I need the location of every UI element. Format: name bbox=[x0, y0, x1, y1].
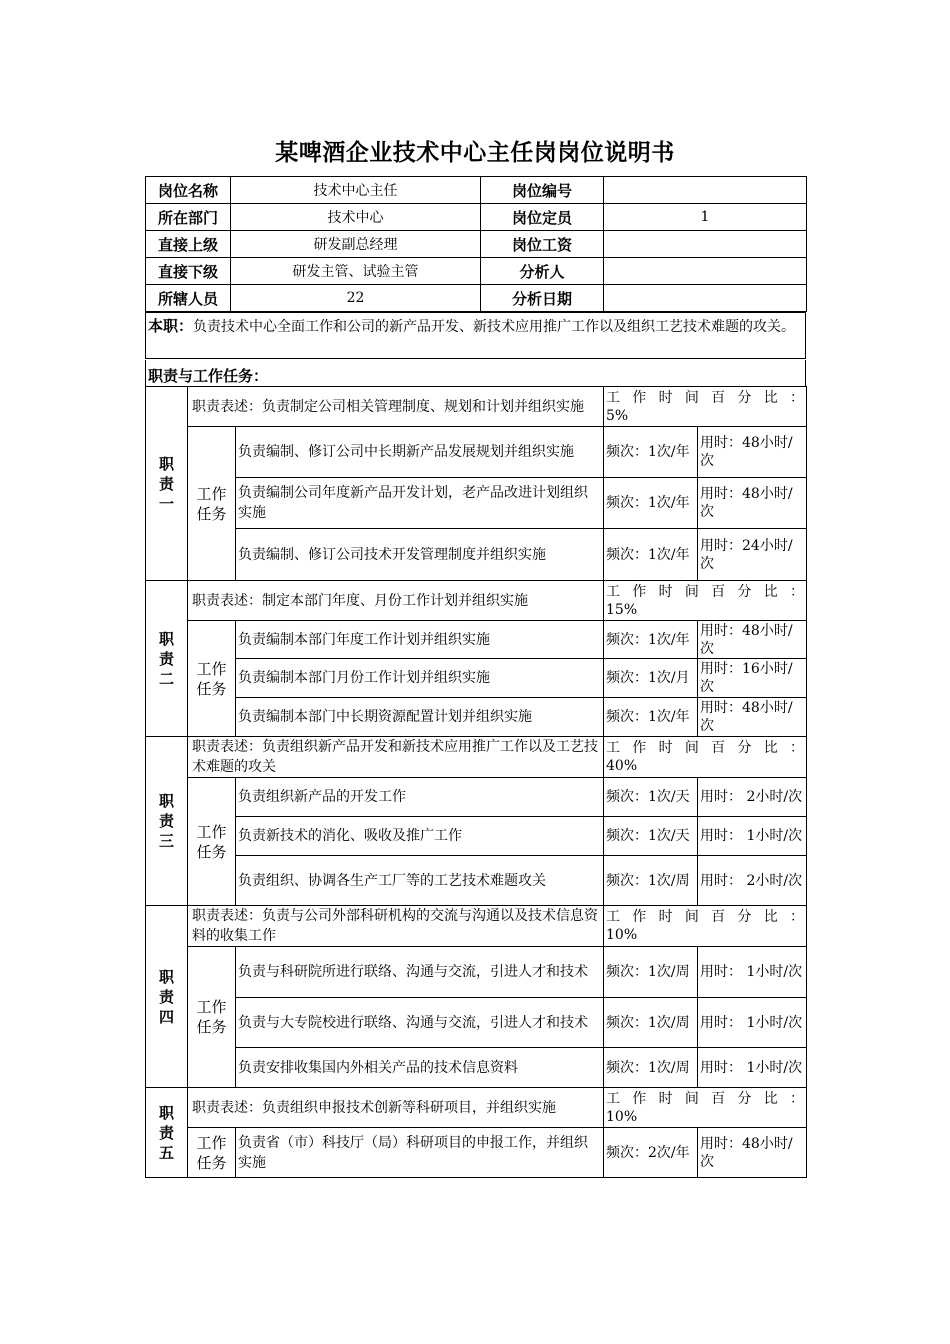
summary-label: 本职： bbox=[148, 317, 194, 335]
responsibility-description bbox=[188, 1088, 604, 1128]
task-label: 工作任务 bbox=[188, 778, 236, 906]
info-value: 技术中心主任 bbox=[231, 177, 481, 204]
responsibility-name-text: 职责二 bbox=[159, 629, 175, 688]
percentage-label: 工作时间百分比： bbox=[606, 909, 804, 925]
percentage-value: 10% bbox=[606, 927, 638, 943]
task-row bbox=[146, 529, 807, 581]
time-percentage bbox=[604, 387, 807, 427]
info-key: 岗位编号 bbox=[481, 177, 604, 204]
task-row bbox=[146, 817, 807, 856]
description-text: 负责组织新产品开发和新技术应用推广工作以及工艺技术难题的攻关 bbox=[192, 739, 598, 775]
task-duration: 用时： 2小时/次 bbox=[698, 778, 807, 817]
task-label: 工作任务 bbox=[188, 427, 236, 581]
task-frequency: 频次：1次/年 bbox=[604, 621, 698, 659]
task-frequency: 频次：1次/周 bbox=[604, 1048, 698, 1088]
responsibility-name bbox=[146, 737, 188, 906]
info-value bbox=[604, 177, 807, 204]
responsibility-name bbox=[146, 581, 188, 737]
responsibility-name bbox=[146, 906, 188, 1088]
summary-text: 负责技术中心全面工作和公司的新产品开发、新技术应用推广工作以及组织工艺技术难题的攻关。 bbox=[193, 319, 796, 335]
percentage-label: 工作时间百分比： bbox=[606, 740, 804, 756]
percentage-label: 工作时间百分比： bbox=[606, 389, 804, 406]
task-row bbox=[146, 698, 807, 737]
task-frequency: 频次：1次/天 bbox=[604, 817, 698, 856]
responsibility-description bbox=[188, 737, 604, 778]
info-row bbox=[146, 258, 807, 285]
info-value bbox=[604, 231, 807, 258]
description-prefix: 职责表述： bbox=[192, 398, 262, 415]
responsibility-name-text: 职责五 bbox=[159, 1103, 175, 1162]
responsibility-row bbox=[146, 737, 807, 778]
time-percentage bbox=[604, 906, 807, 947]
info-key: 岗位工资 bbox=[481, 231, 604, 258]
percentage-value: 15% bbox=[606, 601, 638, 618]
responsibility-row bbox=[146, 581, 807, 621]
info-value: 研发副总经理 bbox=[231, 231, 481, 258]
task-frequency: 频次：1次/年 bbox=[604, 698, 698, 737]
task-duration: 用时： 1小时/次 bbox=[698, 998, 807, 1048]
responsibilities-heading: 职责与工作任务： bbox=[145, 360, 806, 386]
task-text: 负责编制本部门月份工作计划并组织实施 bbox=[236, 659, 604, 698]
task-duration: 用时： 1小时/次 bbox=[698, 947, 807, 998]
responsibility-name-text: 职责三 bbox=[159, 792, 175, 850]
task-row bbox=[146, 778, 807, 817]
task-row bbox=[146, 947, 807, 998]
responsibility-description bbox=[188, 906, 604, 947]
task-duration: 用时：48小时/次 bbox=[698, 478, 807, 529]
info-row bbox=[146, 204, 807, 231]
percentage-value: 5% bbox=[606, 407, 629, 424]
task-text: 负责编制、修订公司技术开发管理制度并组织实施 bbox=[236, 529, 604, 581]
info-row bbox=[146, 177, 807, 204]
task-text: 负责安排收集国内外相关产品的技术信息资料 bbox=[236, 1048, 604, 1088]
description-prefix: 职责表述： bbox=[192, 908, 262, 924]
task-label: 工作任务 bbox=[188, 621, 236, 737]
responsibility-name-text: 职责四 bbox=[159, 967, 175, 1026]
info-key: 直接上级 bbox=[146, 231, 231, 258]
basic-info-table bbox=[145, 176, 807, 312]
info-key: 岗位定员 bbox=[481, 204, 604, 231]
info-key: 所辖人员 bbox=[146, 285, 231, 312]
task-frequency: 频次：1次/周 bbox=[604, 947, 698, 998]
task-row bbox=[146, 856, 807, 906]
info-key: 分析人 bbox=[481, 258, 604, 285]
info-key: 分析日期 bbox=[481, 285, 604, 312]
description-text: 负责与公司外部科研机构的交流与沟通以及技术信息资料的收集工作 bbox=[192, 908, 598, 944]
task-duration: 用时：48小时/次 bbox=[698, 427, 807, 478]
task-text: 负责编制本部门年度工作计划并组织实施 bbox=[236, 621, 604, 659]
responsibility-row bbox=[146, 906, 807, 947]
responsibility-row bbox=[146, 1088, 807, 1128]
task-duration: 用时：24小时/次 bbox=[698, 529, 807, 581]
task-text: 负责省（市）科技厅（局）科研项目的申报工作，并组织实施 bbox=[236, 1128, 604, 1178]
responsibility-name-text: 职责一 bbox=[159, 454, 175, 513]
task-label: 工作任务 bbox=[188, 1128, 236, 1178]
task-duration: 用时： 1小时/次 bbox=[698, 817, 807, 856]
task-frequency: 频次：1次/周 bbox=[604, 998, 698, 1048]
page-title: 某啤酒企业技术中心主任岗岗位说明书 bbox=[275, 140, 675, 166]
info-value: 1 bbox=[604, 204, 807, 231]
info-value bbox=[604, 285, 807, 312]
task-text: 负责组织新产品的开发工作 bbox=[236, 778, 604, 817]
task-text: 负责编制、修订公司中长期新产品发展规划并组织实施 bbox=[236, 427, 604, 478]
info-key: 岗位名称 bbox=[146, 177, 231, 204]
task-row bbox=[146, 478, 807, 529]
task-text: 负责编制本部门中长期资源配置计划并组织实施 bbox=[236, 698, 604, 737]
percentage-value: 10% bbox=[606, 1108, 638, 1125]
task-text: 负责编制公司年度新产品开发计划，老产品改进计划组织实施 bbox=[236, 478, 604, 529]
description-prefix: 职责表述： bbox=[192, 592, 262, 609]
task-text: 负责新技术的消化、吸收及推广工作 bbox=[236, 817, 604, 856]
percentage-label: 工作时间百分比： bbox=[606, 583, 804, 600]
task-row bbox=[146, 998, 807, 1048]
task-row bbox=[146, 659, 807, 698]
task-text: 负责组织、协调各生产工厂等的工艺技术难题攻关 bbox=[236, 856, 604, 906]
task-text: 负责与大专院校进行联络、沟通与交流，引进人才和技术 bbox=[236, 998, 604, 1048]
info-value: 研发主管、试验主管 bbox=[231, 258, 481, 285]
time-percentage bbox=[604, 737, 807, 778]
task-label: 工作任务 bbox=[188, 947, 236, 1088]
info-value: 22 bbox=[231, 285, 481, 312]
task-row bbox=[146, 1048, 807, 1088]
info-row bbox=[146, 285, 807, 312]
task-frequency: 频次：1次/天 bbox=[604, 778, 698, 817]
task-frequency: 频次：1次/周 bbox=[604, 856, 698, 906]
responsibility-description bbox=[188, 387, 604, 427]
job-summary bbox=[145, 312, 806, 359]
task-duration: 用时：48小时/次 bbox=[698, 1128, 807, 1178]
task-row bbox=[146, 427, 807, 478]
task-frequency: 频次：1次/年 bbox=[604, 427, 698, 478]
responsibility-row bbox=[146, 387, 807, 427]
responsibilities-table bbox=[145, 386, 807, 1178]
task-duration: 用时：16小时/次 bbox=[698, 659, 807, 698]
task-duration: 用时： 2小时/次 bbox=[698, 856, 807, 906]
task-duration: 用时： 1小时/次 bbox=[698, 1048, 807, 1088]
task-frequency: 频次：2次/年 bbox=[604, 1128, 698, 1178]
info-key: 所在部门 bbox=[146, 204, 231, 231]
time-percentage bbox=[604, 1088, 807, 1128]
responsibility-name bbox=[146, 387, 188, 581]
description-prefix: 职责表述： bbox=[192, 1099, 262, 1116]
description-text: 负责组织申报技术创新等科研项目，并组织实施 bbox=[262, 1099, 556, 1116]
info-value: 技术中心 bbox=[231, 204, 481, 231]
task-frequency: 频次：1次/年 bbox=[604, 529, 698, 581]
task-row bbox=[146, 621, 807, 659]
percentage-label: 工作时间百分比： bbox=[606, 1090, 804, 1107]
responsibility-name bbox=[146, 1088, 188, 1178]
task-duration: 用时：48小时/次 bbox=[698, 621, 807, 659]
task-frequency: 频次：1次/月 bbox=[604, 659, 698, 698]
task-text: 负责与科研院所进行联络、沟通与交流，引进人才和技术 bbox=[236, 947, 604, 998]
time-percentage bbox=[604, 581, 807, 621]
description-text: 负责制定公司相关管理制度、规划和计划并组织实施 bbox=[262, 398, 584, 415]
info-row bbox=[146, 231, 807, 258]
task-row bbox=[146, 1128, 807, 1178]
responsibility-description bbox=[188, 581, 604, 621]
description-prefix: 职责表述： bbox=[192, 739, 262, 755]
info-key: 直接下级 bbox=[146, 258, 231, 285]
description-text: 制定本部门年度、月份工作计划并组织实施 bbox=[262, 592, 528, 609]
info-value bbox=[604, 258, 807, 285]
task-duration: 用时：48小时/次 bbox=[698, 698, 807, 737]
task-frequency: 频次：1次/年 bbox=[604, 478, 698, 529]
percentage-value: 40% bbox=[606, 758, 638, 774]
